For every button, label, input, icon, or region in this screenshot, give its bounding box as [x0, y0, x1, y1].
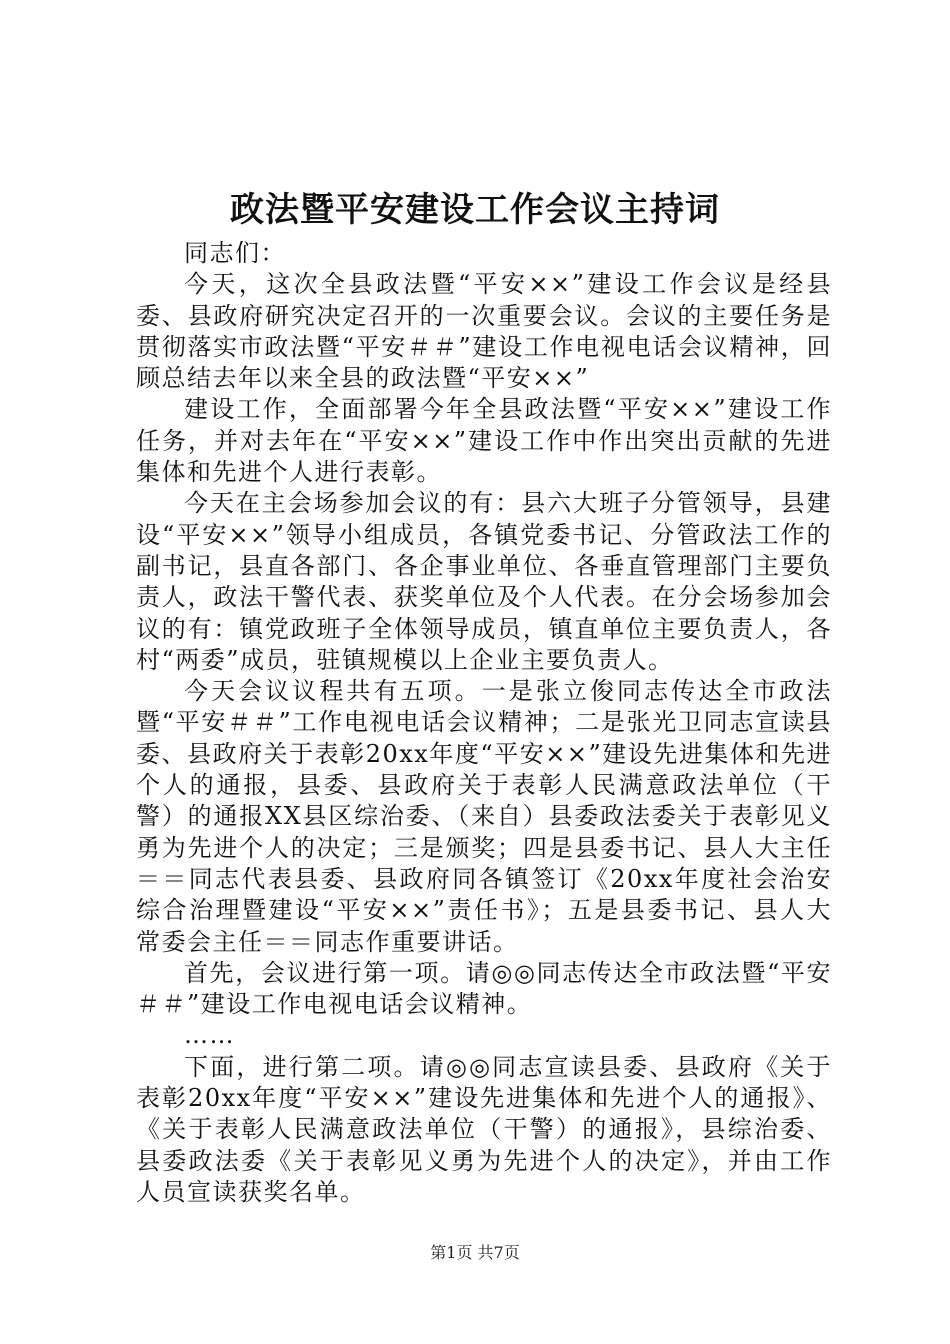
paragraph-attendees: 今天在主会场参加会议的有：县六大班子分管领导，县建设“平安××”领导小组成员，各镇党委书记、分管政法工作的副书记，县直各部门、各企事业单位、各垂直管理部门主要负责人，政法干警代表、获奖单位及个人代表。在分会场参加会议的有：镇党政班子全体领导成员，镇直单位主要负责人，各村“两委”成员，驻镇规模以上企业主要负责人。: [136, 489, 832, 674]
document-title: 政法暨平安建设工作会议主持词: [230, 190, 720, 230]
paragraph-meeting-purpose: 今天，这次全县政法暨“平安××”建设工作会议是经县委、县政府研究决定召开的一次重要会议。会议的主要任务是贯彻落实市政法暨“平安＃＃”建设工作电视电话会议精神，回顾总结去年以来全县的政法暨“平安××”: [136, 270, 832, 393]
document-body: [136, 238, 832, 1208]
paragraph-ellipsis: ……: [184, 1021, 235, 1050]
paragraph-meeting-tasks: 建设工作，全面部署今年全县政法暨“平安××”建设工作任务，并对去年在“平安××”建设工作中作出突出贡献的先进集体和先进个人进行表彰。: [136, 395, 832, 487]
page-number-footer: 第1页 共7页: [430, 1243, 520, 1262]
paragraph-salutation: 同志们：: [184, 239, 286, 267]
paragraph-item-one: 首先，会议进行第一项。请◎◎同志传达全市政法暨“平安＃＃”建设工作电视电话会议精神。: [136, 958, 832, 1019]
paragraph-item-two: 下面，进行第二项。请◎◎同志宣读县委、县政府《关于表彰20xx年度“平安××”建设先进集体和先进个人的通报》、《关于表彰人民满意政法单位（干警）的通报》，县综治委、县委政法委《关于表彰见义勇为先进个人的决定》，并由工作人员宣读获奖名单。: [136, 1052, 832, 1206]
paragraph-agenda: 今天会议议程共有五项。一是张立俊同志传达全市政法暨“平安＃＃”工作电视电话会议精神；二是张光卫同志宣读县委、县政府关于表彰20xx年度“平安××”建设先进集体和先进个人的通报，县委、县政府关于表彰人民满意政法单位（干警）的通报XX县区综治委、（来自）县委政法委关于表彰见义勇为先进个人的决定；三是颁奖；四是县委书记、县人大主任＝＝同志代表县委、县政府同各镇签订《20xx年度社会治安综合治理暨建设“平安××”责任书》；五是县委书记、县人大常委会主任＝＝同志作重要讲话。: [136, 677, 832, 956]
